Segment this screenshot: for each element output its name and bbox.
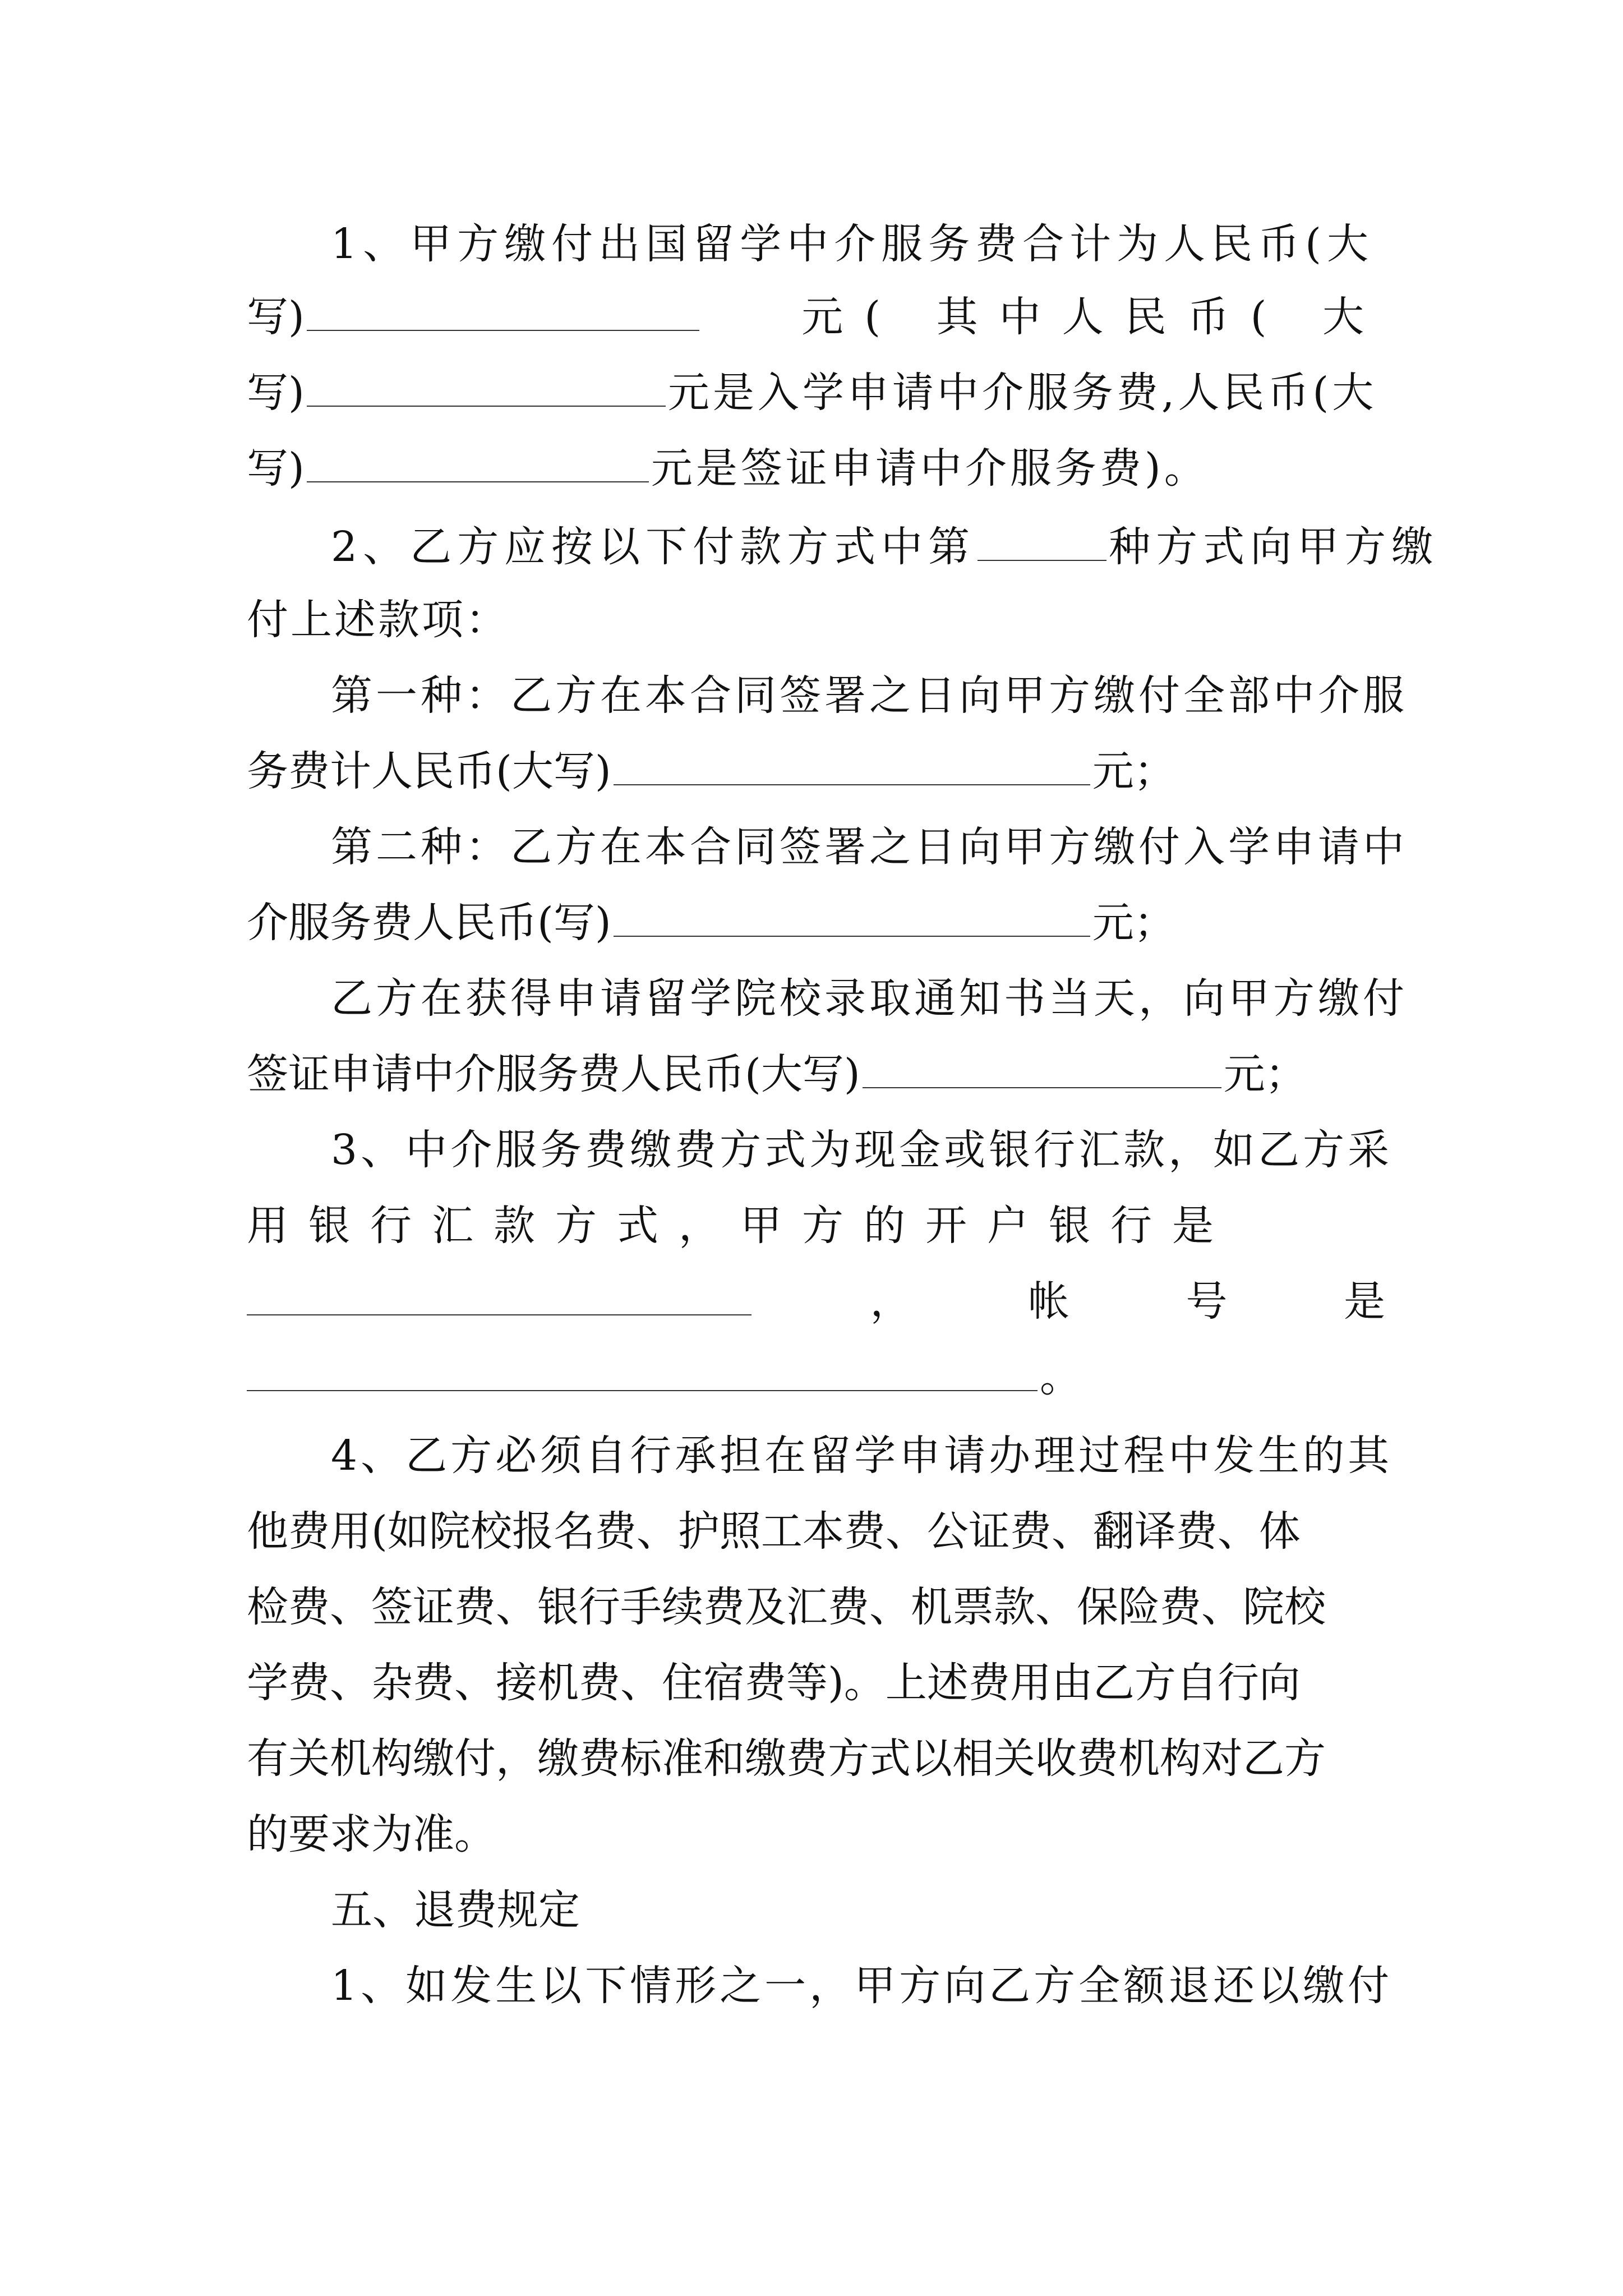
fill-in-blank[interactable] [247,1273,751,1315]
text: 写) [247,444,305,493]
fill-in-blank[interactable] [247,1349,1038,1391]
paragraph-3-line-2 [247,1195,1385,1257]
text: 第一种：乙方在本合同签署之日向甲方缴付全部中介服 [331,671,1408,720]
fill-in-blank[interactable] [307,288,699,331]
paragraph-3-line-4 [247,1346,1081,1408]
text: 务费计人民币(大写) [247,747,611,795]
paragraph-2-line-1 [331,516,1438,578]
text: 第二种：乙方在本合同签署之日向甲方缴付入学申请中 [331,823,1408,871]
paragraph-3-line-3 [247,1271,1385,1332]
text: 元； [1223,1050,1307,1098]
paragraph-4-line-2 [247,1501,1301,1562]
text: 号 [1186,1277,1228,1326]
text: 签证申请中介服务费人民币(大写) [247,1050,860,1098]
option-2-line-3 [331,968,1408,1029]
paragraph-1-line-2 [247,286,1385,348]
paragraph-4-line-5 [247,1728,1326,1789]
text: 3、中介服务费缴费方式为现金或银行汇款，如乙方采 [331,1126,1393,1174]
text: 五、退费规定 [331,1886,580,1934]
text: 元； [1092,747,1175,795]
paragraph-4-line-6 [247,1803,496,1865]
text: 1、如发生以下情形之一，甲方向乙方全额退还以缴付 [331,1962,1393,2010]
option-2-line-1 [331,816,1408,878]
fill-in-blank[interactable] [614,894,1090,937]
text: 元是入学申请中介服务费,人民币(大 [667,369,1377,417]
text: 有关机构缴付，缴费标准和缴费方式以相关收费机构对乙方 [247,1734,1326,1783]
paragraph-4-line-1 [331,1425,1393,1487]
text: 2、乙方应按以下付款方式中第 [331,523,976,571]
fill-in-blank[interactable] [614,743,1090,785]
paragraph-5-line-1 [331,1955,1393,2017]
section-heading [331,1879,580,1941]
paragraph-1-line-1 [331,213,1385,275]
fill-in-blank[interactable] [978,518,1106,561]
text: 帐 [1028,1277,1069,1326]
text: 是 [1344,1277,1385,1326]
text: 乙方在获得申请留学院校录取通知书当天，向甲方缴付 [331,974,1408,1023]
option-2-line-2 [247,892,1175,954]
text: 的要求为准。 [247,1810,496,1858]
text: 1、甲方缴付出国留学中介服务费合计为人民币(大 [331,220,1374,268]
text: ， [870,1277,912,1326]
paragraph-1-line-3 [247,362,1377,424]
text: 写) [247,293,305,341]
option-1-line-2 [247,740,1175,802]
text: 检费、签证费、银行手续费及汇费、机票款、保险费、院校 [247,1583,1326,1631]
text: 学费、杂费、接机费、住宿费等)。上述费用由乙方自行向 [247,1659,1301,1707]
paragraph-3-line-1 [331,1119,1393,1181]
fill-in-blank[interactable] [307,440,649,482]
text: 他费用(如院校报名费、护照工本费、公证费、翻译费、体 [247,1507,1301,1556]
text: 元是签证申请中介服务费)。 [651,444,1209,493]
fill-in-blank[interactable] [307,364,666,407]
paragraph-4-line-4 [247,1652,1301,1714]
text: 。 [1040,1353,1081,1401]
option-2-line-4 [247,1043,1307,1105]
text: 付上述款项： [247,596,509,644]
text: 4、乙方必须自行承担在留学申请办理过程中发生的其 [331,1432,1393,1480]
paragraph-2-line-2 [247,589,509,651]
fill-in-blank[interactable] [863,1046,1221,1088]
text: 元( 其中人民币( 大 [801,293,1385,341]
paragraph-4-line-3 [247,1576,1326,1638]
text: 用银行汇款方式，甲方的开户银行是 [247,1202,1234,1250]
text: 介服务费人民币(写) [247,899,611,947]
paragraph-1-line-4 [247,438,1209,499]
option-1-line-1 [331,665,1408,726]
text: 元； [1092,899,1175,947]
text: 种方式向甲方缴 [1109,523,1439,571]
text: 写) [247,369,305,417]
